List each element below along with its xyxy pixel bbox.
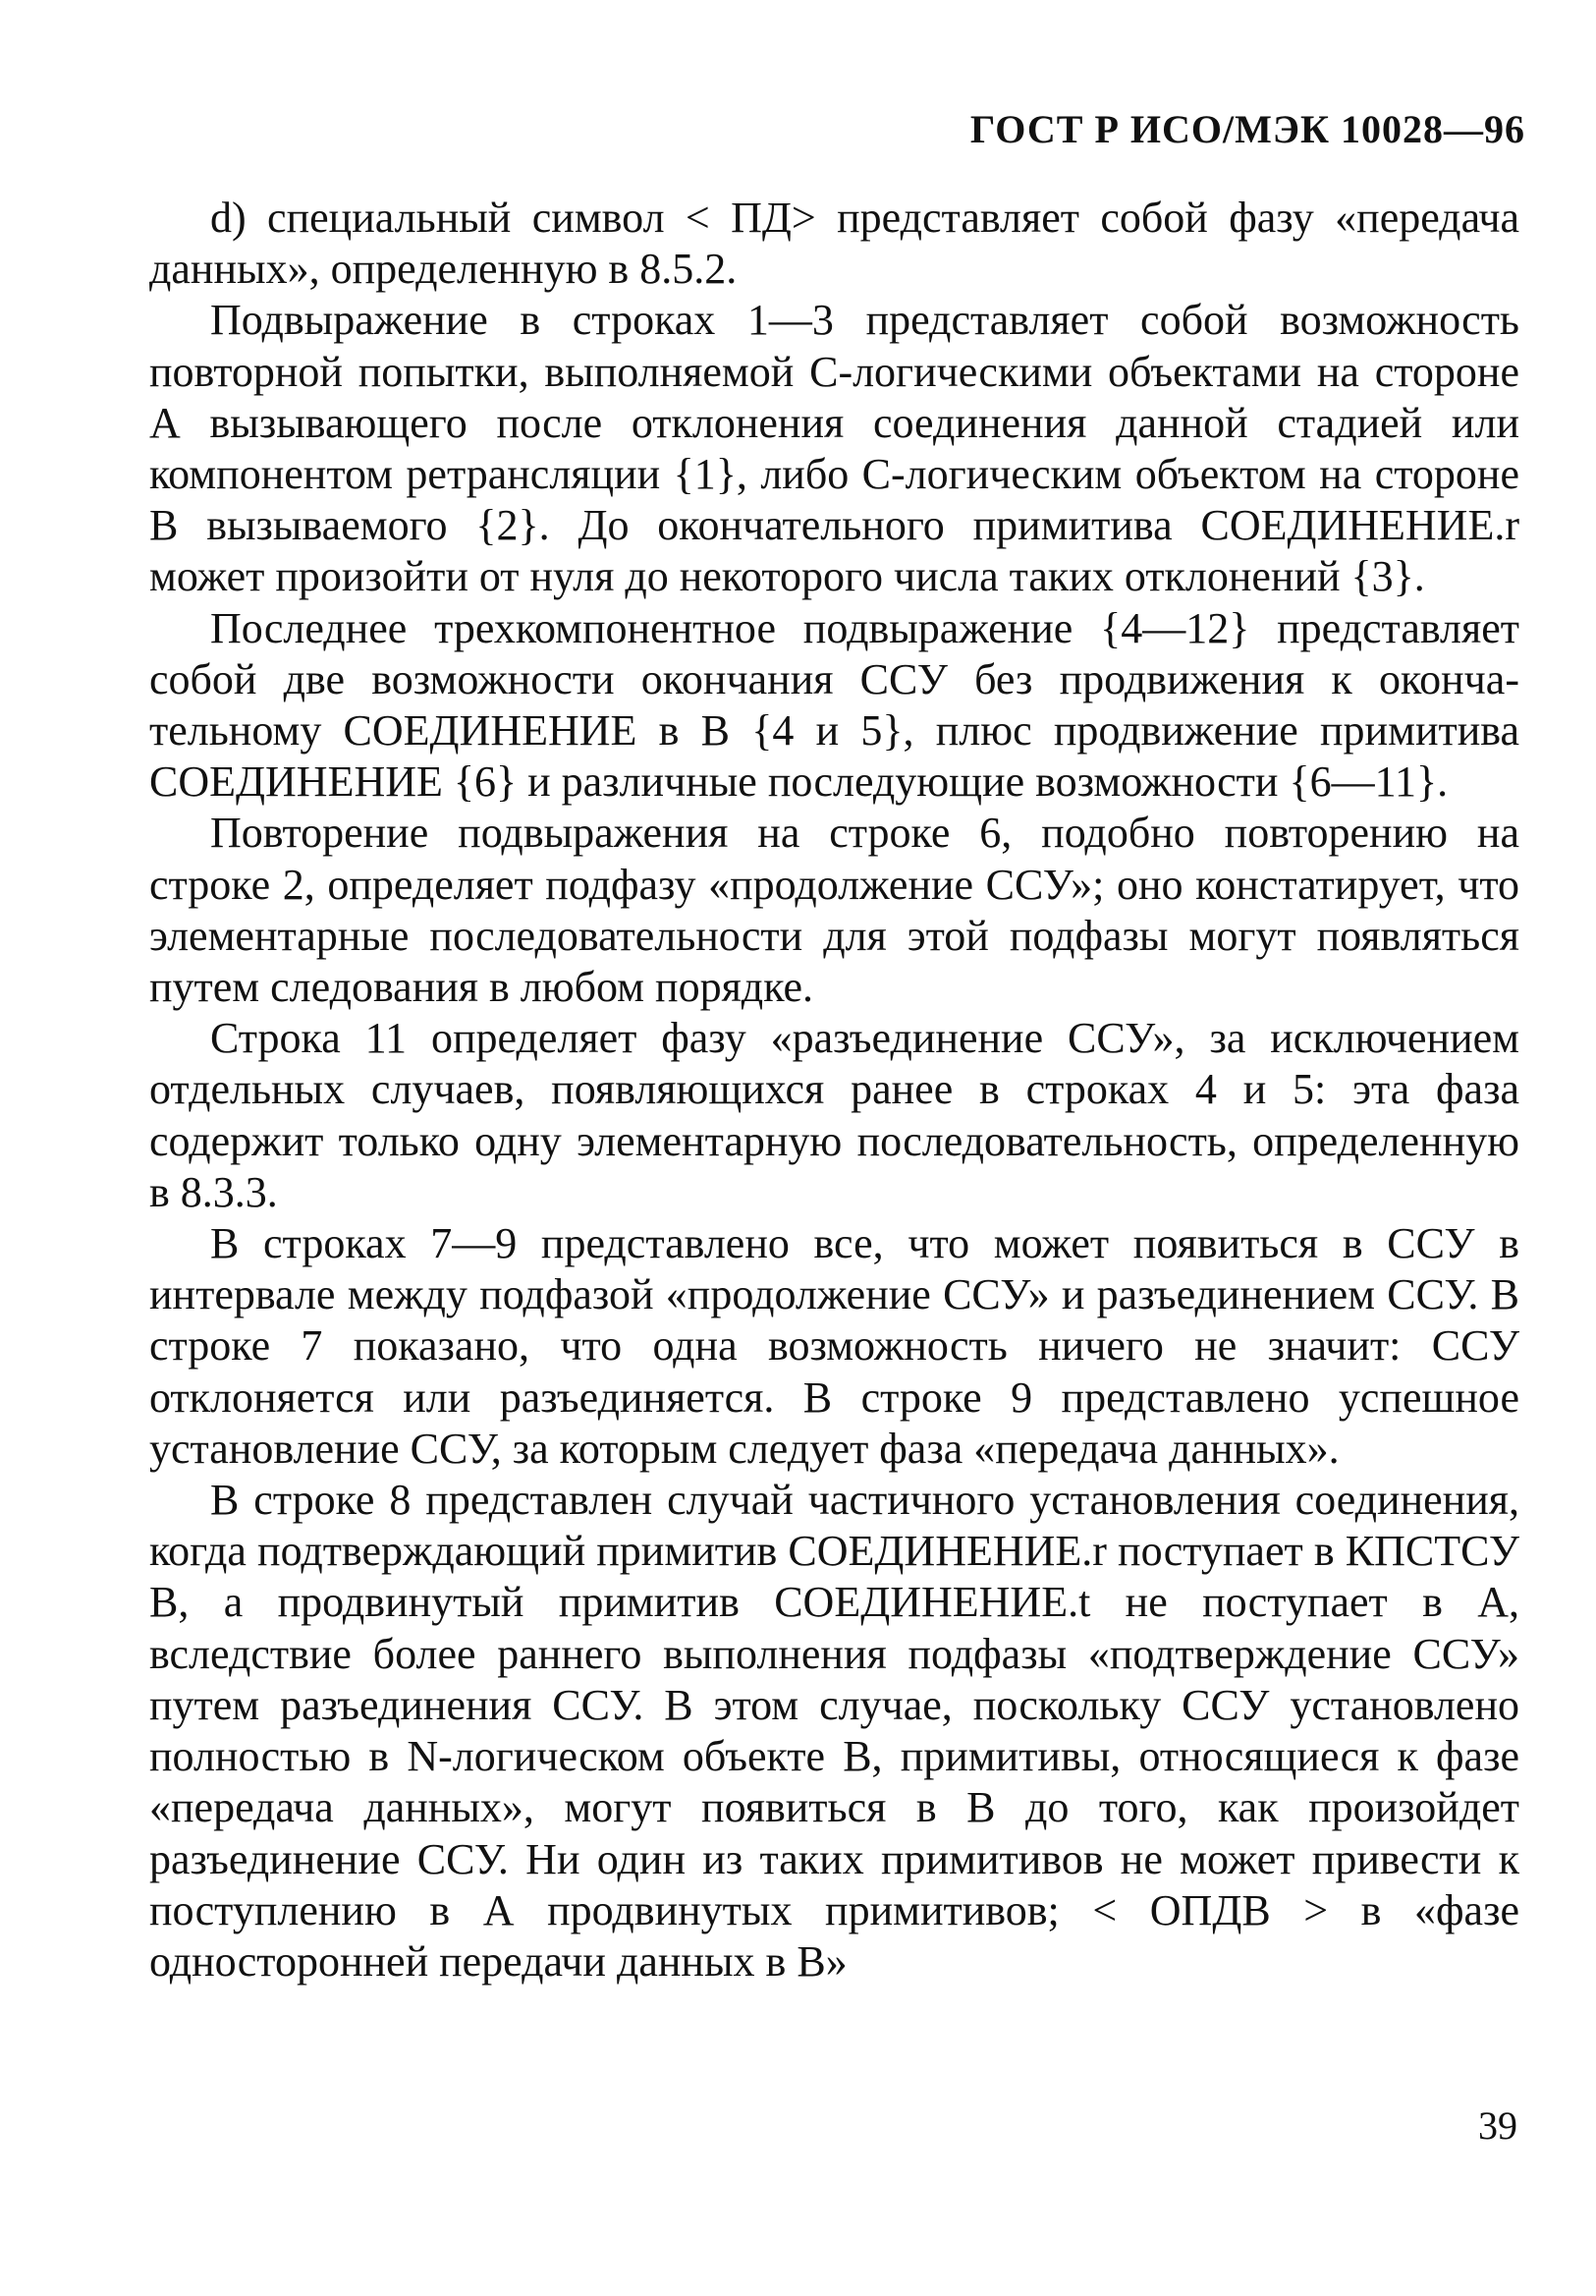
- paragraph: В строках 7—9 представлено все, что может появиться в ССУ в интервале между подфазой «продолжение ССУ» и разъединением ССУ. В строке 7 показано, что одна возможность ничего не значит: ССУ отклоняется или разъединяется. В строке 9 представлено успешное установление ССУ, за которым следует фаза «передача данных».: [149, 1219, 1519, 1473]
- document-body: [149, 193, 1519, 1988]
- paragraph: Последнее трехкомпонентное подвыражение {4—12} представляет собой две возможности окончания ССУ без продвижения к окончательному СОЕДИНЕНИЕ в В {4 и 5}, плюс продвижение примитива СОЕДИНЕНИЕ {6} и различные последующие возможности {6—11}.: [149, 603, 1519, 807]
- paragraph: d) специальный символ < ПД> представляет собой фазу «передача данных», определенную в 8.5.2.: [149, 194, 1519, 294]
- paragraph: Повторение подвыражения на строке 6, подобно повторению на строке 2, определяет подфазу «продолжение ССУ»; оно констатирует, что элементарные последовательности для этой подфазы могут появляться путем следования в любом порядке.: [149, 809, 1519, 1012]
- page-number: 39: [1478, 2103, 1517, 2148]
- paragraph: Подвыражение в строках 1—3 представляет собой возможность повторной попытки, выполняемой С-логическими объектами на стороне А вызывающего после отклонения соединения данной стадией или компонентом ретрансляции {1}, либо С-логическим объектом на стороне В вызываемого {2}. До окончательного примитива СОЕДИНЕНИЕ.r может произойти от нуля до некоторого числа таких отклонений {3}.: [149, 296, 1519, 601]
- paragraph: Строка 11 определяет фазу «разъединение ССУ», за исключением отдельных случаев, появляющихся ранее в строках 4 и 5: эта фаза содержит только одну элементарную последовательность, определенную в 8.3.3.: [149, 1014, 1519, 1216]
- document-code-header: ГОСТ Р ИСО/МЭК 10028—96: [969, 107, 1525, 151]
- paragraph: В строке 8 представлен случай частичного установления соединения, когда подтверждающий примитив СОЕДИНЕНИЕ.r поступает в КПСТСУ В, а продвинутый примитив СОЕДИНЕНИЕ.t не поступает в А, вследствие более раннего выполнения подфазы «подтверждение ССУ» путем разъединения ССУ. В этом случае, поскольку ССУ установлено полностью в N-логическом объекте В, примитивы, относящиеся к фазе «передача данных», могут появиться в В до того, как произойдет разъединение ССУ. Ни один из таких примитивов не может привести к поступлению в А продвинутых примитивов; < ОПДВ > в «фазе односторонней передачи данных в В»: [149, 1476, 1519, 1986]
